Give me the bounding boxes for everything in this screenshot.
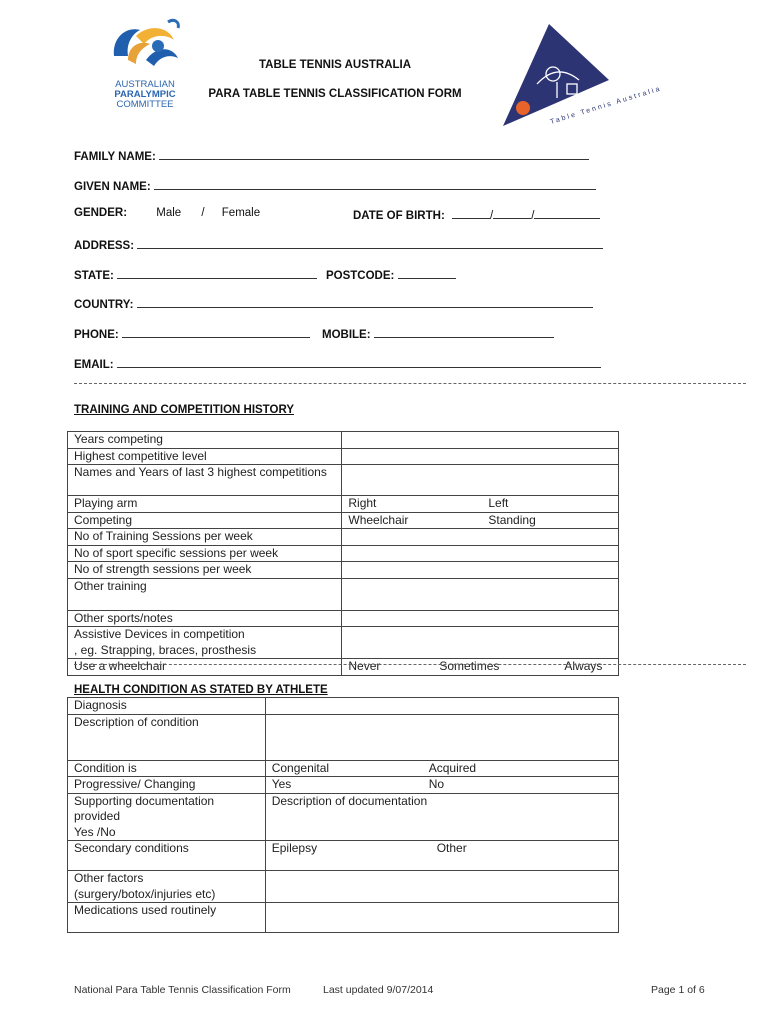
condition-option-acquired[interactable]: Acquired xyxy=(428,760,477,775)
apc-line-3: COMMITTEE xyxy=(116,99,174,110)
condition-option-congenital[interactable]: Congenital xyxy=(271,760,330,775)
address-field xyxy=(74,237,603,252)
other-sports-value[interactable] xyxy=(342,610,619,627)
assistive-devices-line-1: Assistive Devices in competition xyxy=(74,627,245,641)
training-sessions-value[interactable] xyxy=(342,529,619,546)
table-row xyxy=(68,793,619,841)
secondary-option-epilepsy[interactable]: Epilepsy xyxy=(271,841,318,855)
diagnosis-value[interactable] xyxy=(265,698,618,715)
assistive-devices-line-2: , eg. Strapping, braces, prosthesis xyxy=(74,642,257,657)
strength-sessions-label: No of strength sessions per week xyxy=(68,562,342,579)
phone-label: PHONE: xyxy=(74,329,119,341)
country-label: COUNTRY: xyxy=(74,299,134,311)
last-3-competitions-label: Names and Years of last 3 highest competitions xyxy=(68,465,342,496)
training-table xyxy=(67,431,619,676)
secondary-conditions-options xyxy=(265,841,618,871)
form-title: PARA TABLE TENNIS CLASSIFICATION FORM xyxy=(208,88,462,100)
footer-last-updated: Last updated 9/07/2014 xyxy=(323,984,434,996)
state-label: STATE: xyxy=(74,270,114,282)
assistive-devices-label xyxy=(68,627,342,659)
supporting-docs-label xyxy=(68,793,266,841)
section-divider xyxy=(74,383,746,384)
table-row xyxy=(68,512,619,529)
tta-logo-text: Table Tennis Australia xyxy=(549,85,663,126)
section-divider xyxy=(74,664,746,665)
table-row xyxy=(68,841,619,871)
table-tennis-australia-logo xyxy=(497,22,663,130)
mobile-label: MOBILE: xyxy=(322,329,371,341)
given-name-label: GIVEN NAME: xyxy=(74,181,151,193)
country-field xyxy=(74,296,593,311)
highest-level-value[interactable] xyxy=(342,448,619,465)
org-title: TABLE TENNIS AUSTRALIA xyxy=(258,59,412,71)
phone-input[interactable] xyxy=(122,326,310,338)
sport-sessions-value[interactable] xyxy=(342,545,619,562)
table-row xyxy=(68,760,619,777)
secondary-conditions-label: Secondary conditions xyxy=(68,841,266,871)
address-label: ADDRESS: xyxy=(74,240,135,252)
wheelchair-option-never[interactable]: Never xyxy=(348,659,381,673)
table-row xyxy=(68,562,619,579)
phone-field xyxy=(74,326,310,341)
mobile-input[interactable] xyxy=(374,326,554,338)
table-row xyxy=(68,545,619,562)
dob-day-input[interactable] xyxy=(452,207,490,219)
gender-option-male[interactable]: Male xyxy=(156,207,182,219)
postcode-label: POSTCODE: xyxy=(326,270,395,282)
medications-value[interactable] xyxy=(265,903,618,933)
playing-arm-options xyxy=(342,496,619,513)
use-wheelchair-options xyxy=(342,659,619,676)
state-field xyxy=(74,267,317,282)
progressive-options xyxy=(265,777,618,794)
progressive-option-no[interactable]: No xyxy=(428,777,445,791)
state-input[interactable] xyxy=(117,267,317,279)
gender-field xyxy=(74,207,260,219)
postcode-input[interactable] xyxy=(398,267,456,279)
condition-description-label: Description of condition xyxy=(68,714,266,760)
country-input[interactable] xyxy=(137,296,593,308)
other-sports-label: Other sports/notes xyxy=(68,610,342,627)
table-row xyxy=(68,777,619,794)
health-table xyxy=(67,697,619,933)
dob-label: DATE OF BIRTH: xyxy=(353,210,445,222)
diagnosis-label: Diagnosis xyxy=(68,698,266,715)
strength-sessions-value[interactable] xyxy=(342,562,619,579)
table-row xyxy=(68,903,619,933)
use-wheelchair-label: Use a wheelchair xyxy=(68,659,342,676)
family-name-label: FAMILY NAME: xyxy=(74,151,156,163)
competing-option-standing[interactable]: Standing xyxy=(488,512,536,527)
other-factors-line-1: Other factors xyxy=(74,871,144,885)
table-row xyxy=(68,627,619,659)
condition-is-label: Condition is xyxy=(68,760,266,777)
given-name-input[interactable] xyxy=(154,178,596,190)
sport-sessions-label: No of sport specific sessions per week xyxy=(68,545,342,562)
condition-description-value[interactable] xyxy=(265,714,618,760)
years-competing-value[interactable] xyxy=(342,432,619,449)
dob-field xyxy=(353,207,600,222)
other-training-label: Other training xyxy=(68,578,342,610)
gender-label: GENDER: xyxy=(74,207,128,219)
supporting-docs-line-1: Supporting documentation xyxy=(74,793,215,808)
condition-is-options xyxy=(265,760,618,777)
table-row xyxy=(68,496,619,513)
competing-option-wheelchair[interactable]: Wheelchair xyxy=(348,512,409,527)
wheelchair-option-sometimes[interactable]: Sometimes xyxy=(439,659,500,673)
assistive-devices-value[interactable] xyxy=(342,627,619,659)
postcode-field xyxy=(326,267,456,282)
training-sessions-label: No of Training Sessions per week xyxy=(68,529,342,546)
family-name-input[interactable] xyxy=(159,148,589,160)
doc-description-label: Description of documentation xyxy=(271,793,428,808)
other-factors-value[interactable] xyxy=(265,871,618,903)
email-label: EMAIL: xyxy=(74,359,114,371)
family-name-field xyxy=(74,148,589,163)
years-competing-label: Years competing xyxy=(68,432,342,449)
table-row xyxy=(68,871,619,903)
competing-options xyxy=(342,512,619,529)
training-section-title: TRAINING AND COMPETITION HISTORY xyxy=(74,404,294,416)
highest-level-label: Highest competitive level xyxy=(68,448,342,465)
doc-description-cell[interactable] xyxy=(265,793,618,841)
supporting-docs-line-2: provided xyxy=(74,809,121,823)
table-row xyxy=(68,465,619,496)
progressive-label: Progressive/ Changing xyxy=(68,777,266,794)
supporting-docs-line-3: Yes /No xyxy=(74,824,116,839)
apc-line-1: AUSTRALIAN xyxy=(115,79,175,90)
dob-separator-1: / xyxy=(489,210,494,222)
footer-form-name: National Para Table Tennis Classification Form xyxy=(74,984,291,996)
apc-line-2: PARALYMPIC xyxy=(114,89,176,100)
secondary-option-other[interactable]: Other xyxy=(436,841,467,855)
arm-option-right[interactable]: Right xyxy=(348,496,377,510)
table-row xyxy=(68,714,619,760)
other-factors-line-2: (surgery/botox/injuries etc) xyxy=(74,886,216,901)
given-name-field xyxy=(74,178,596,193)
table-row xyxy=(68,529,619,546)
last-3-competitions-value[interactable] xyxy=(342,465,619,496)
wheelchair-option-always[interactable]: Always xyxy=(564,659,603,673)
mobile-field xyxy=(322,326,554,341)
arm-option-left[interactable]: Left xyxy=(488,496,509,510)
table-row xyxy=(68,432,619,449)
apc-logo-text xyxy=(106,80,184,110)
table-row xyxy=(68,448,619,465)
footer-page-number: Page 1 of 6 xyxy=(651,984,705,996)
dob-month-input[interactable] xyxy=(493,207,531,219)
dob-separator-2: / xyxy=(531,210,535,222)
dob-year-input[interactable] xyxy=(534,207,600,219)
health-section-title: HEALTH CONDITION AS STATED BY ATHLETE xyxy=(74,684,328,696)
email-input[interactable] xyxy=(117,356,601,368)
other-factors-label xyxy=(68,871,266,903)
gender-separator: / xyxy=(201,207,205,219)
table-row xyxy=(68,659,619,676)
progressive-option-yes[interactable]: Yes xyxy=(271,777,292,791)
address-input[interactable] xyxy=(137,237,603,249)
medications-label: Medications used routinely xyxy=(68,903,266,933)
gender-option-female[interactable]: Female xyxy=(221,207,261,219)
table-row xyxy=(68,610,619,627)
table-row xyxy=(68,698,619,715)
email-field xyxy=(74,356,601,371)
playing-arm-label: Playing arm xyxy=(68,496,342,513)
table-row xyxy=(68,578,619,610)
other-training-value[interactable] xyxy=(342,578,619,610)
competing-label: Competing xyxy=(68,512,342,529)
